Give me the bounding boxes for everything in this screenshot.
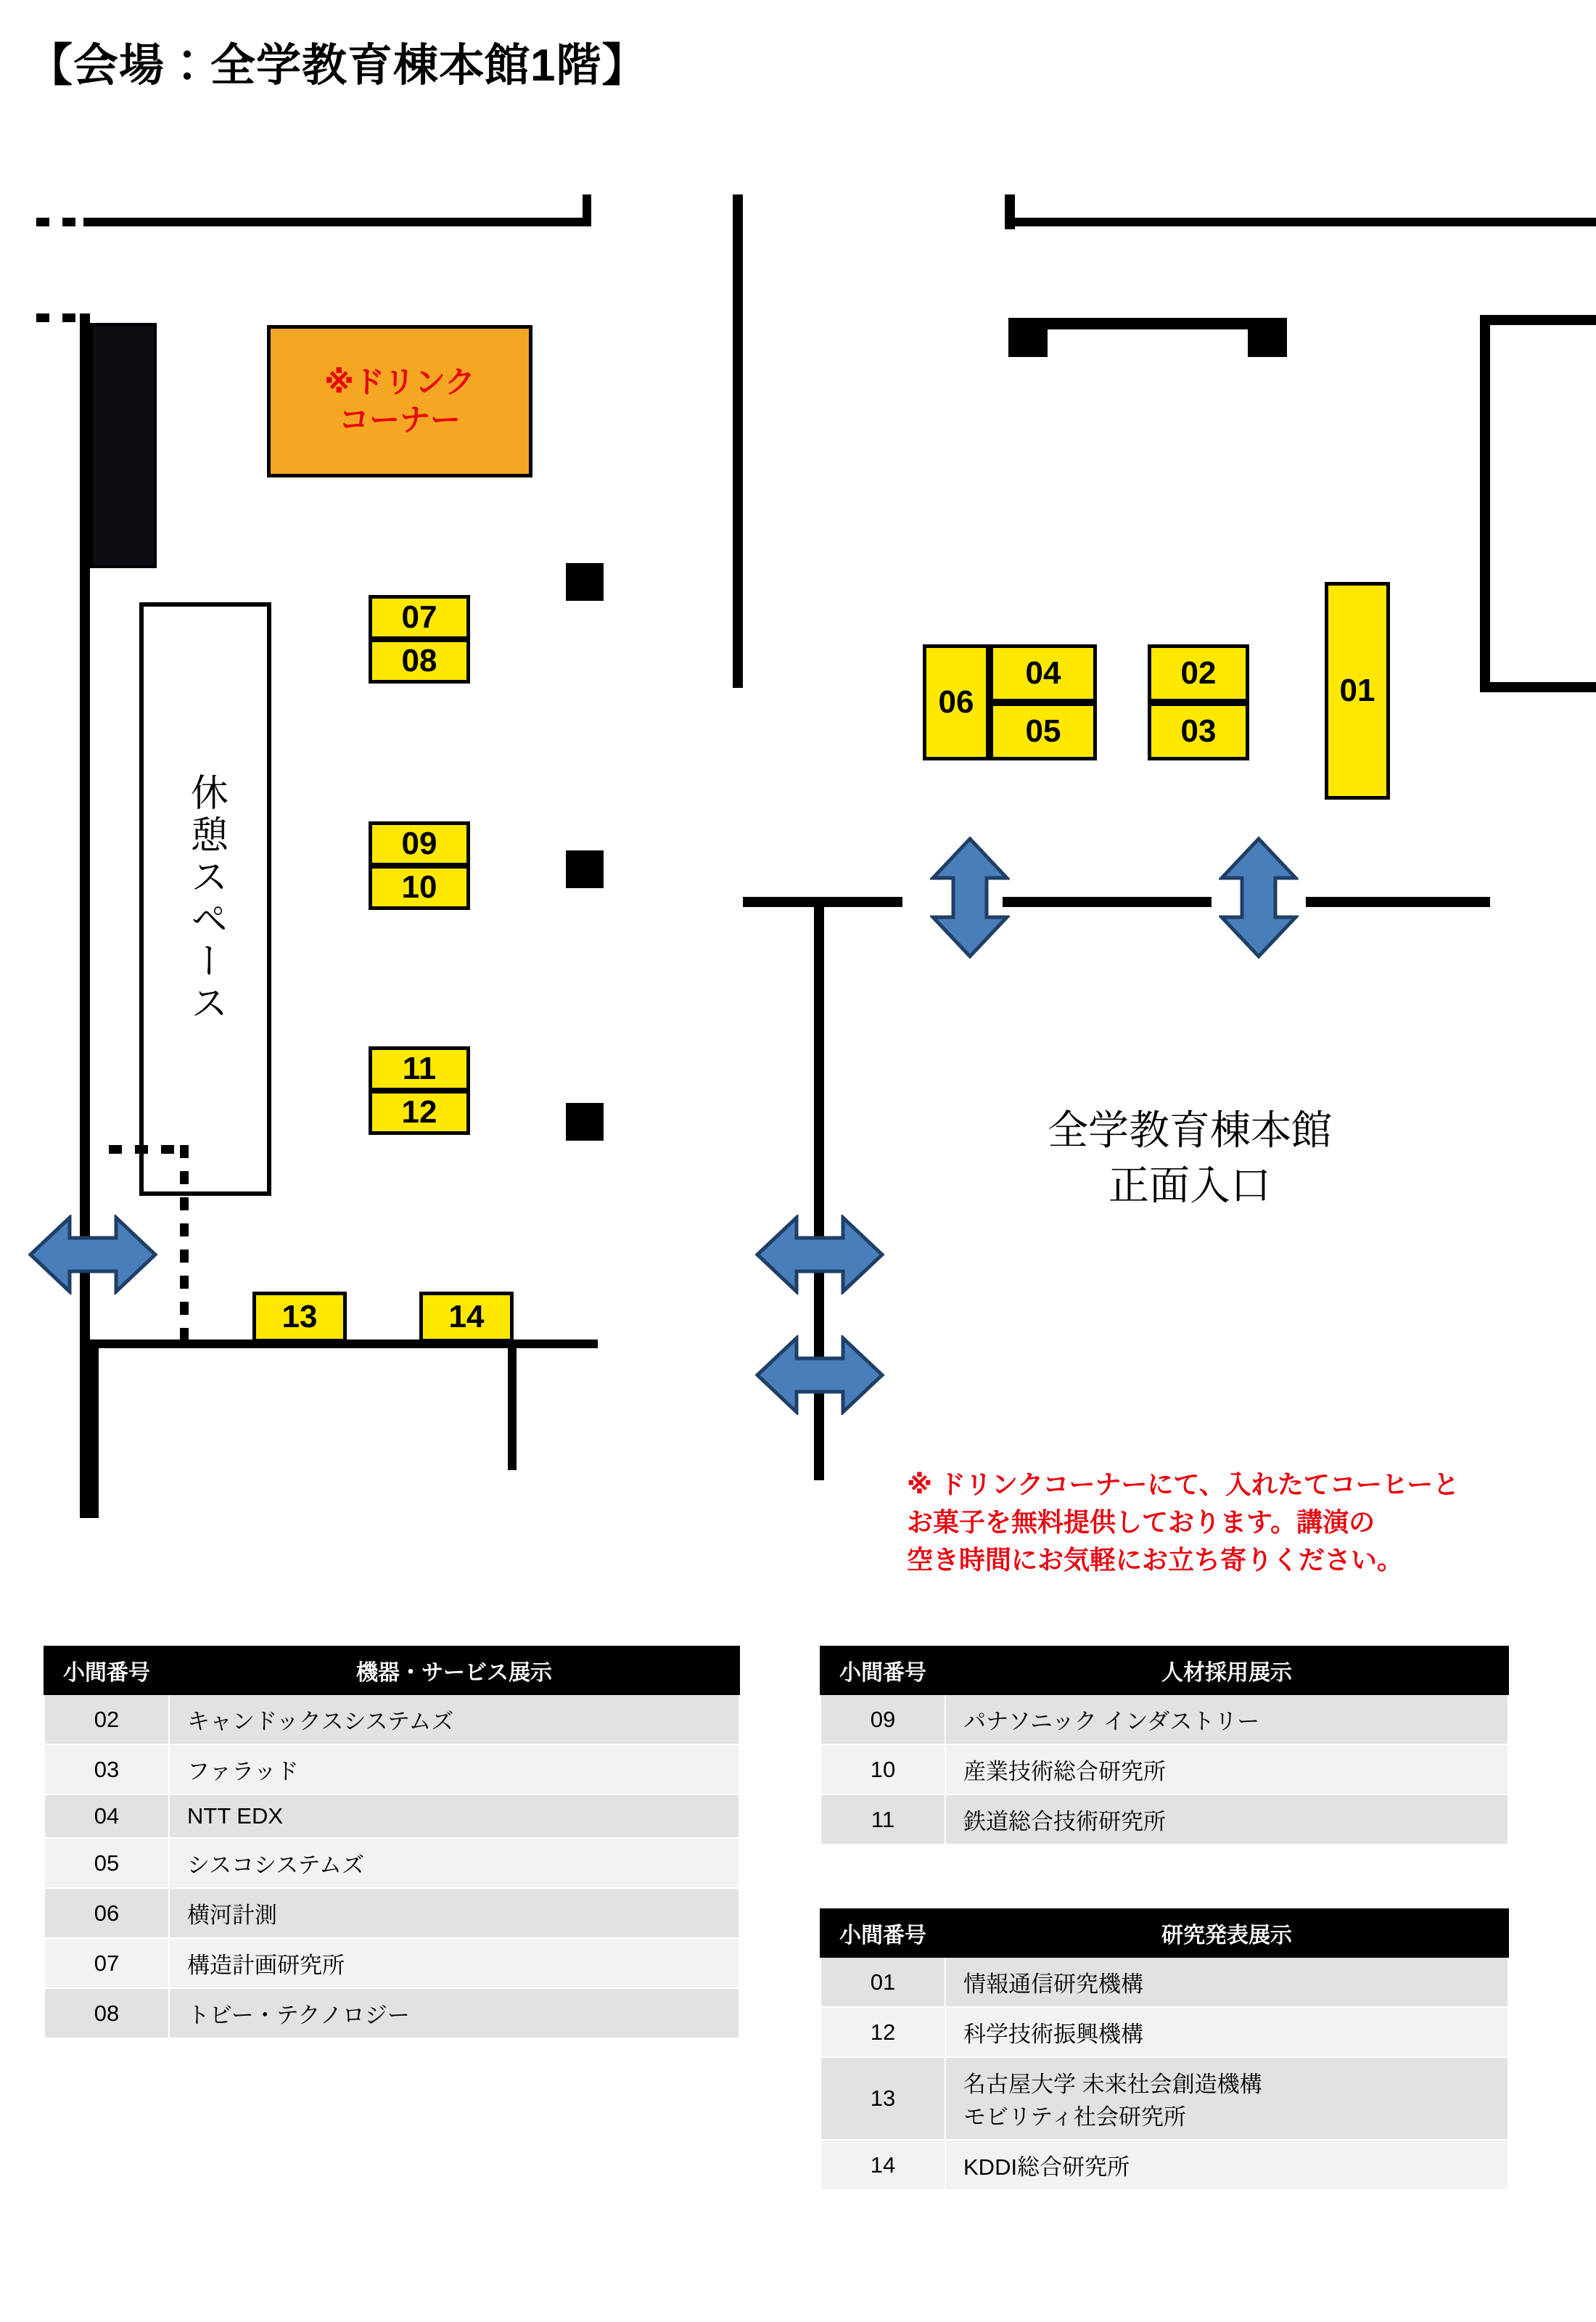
- drink-note-line2: お菓子を無料提供しております。講演の: [907, 1507, 1375, 1538]
- rest-space-area: [139, 602, 271, 1196]
- table-row: [820, 2057, 1508, 2140]
- table-row: [44, 1938, 739, 1988]
- passage-arrow-horizontal-mid-2: [754, 1335, 885, 1415]
- table-recruit-header-name: 人材採用展示: [945, 1646, 1508, 1694]
- wall-top-right: [1005, 218, 1596, 226]
- wall-right-inner-vert: [1480, 315, 1490, 692]
- table-equipment-header-num: 小間番号: [44, 1646, 169, 1694]
- wall-dotted-top-left: [36, 218, 80, 226]
- pillar-2: [566, 850, 604, 888]
- entrance-label: [987, 1103, 1393, 1213]
- booth-13[interactable]: 13: [252, 1292, 347, 1342]
- cell-num: 06: [44, 1888, 169, 1938]
- table-recruit: [820, 1646, 1509, 1845]
- table-recruit-header-num: 小間番号: [820, 1646, 945, 1694]
- floor-map: [0, 131, 1596, 1604]
- table-row: [44, 1794, 739, 1838]
- drink-corner-area: [267, 325, 532, 477]
- passage-arrow-horizontal-mid-1: [754, 1215, 885, 1295]
- booth-02[interactable]: 02: [1148, 644, 1249, 702]
- passage-arrow-horizontal-left: [28, 1215, 158, 1295]
- wall-right-beam: [1008, 318, 1287, 329]
- cell-num: 04: [44, 1794, 169, 1838]
- passage-arrow-vertical-1: [930, 836, 1010, 959]
- cell-num: 08: [44, 1988, 169, 2038]
- wall-bottom-left-vert: [508, 1340, 517, 1470]
- cell-name: KDDI総合研究所: [945, 2140, 1508, 2190]
- drink-note: [907, 1466, 1459, 1580]
- table-equipment-service: [44, 1646, 740, 2039]
- rest-space-label: 休憩スペース: [184, 773, 227, 1025]
- pillar-3: [566, 1103, 604, 1141]
- table-row: [820, 2140, 1508, 2190]
- cell-name: 産業技術総合研究所: [945, 1744, 1508, 1794]
- wall-dotted-partition-top: [109, 1145, 189, 1154]
- cell-name: 横河計測: [169, 1888, 739, 1938]
- entrance-label-line2: 正面入口: [1108, 1162, 1271, 1208]
- booth-11[interactable]: 11: [369, 1046, 470, 1091]
- cell-name: トビー・テクノロジー: [169, 1988, 739, 2038]
- table-row: [820, 2007, 1508, 2057]
- cell-num: 13: [820, 2057, 945, 2140]
- cell-num: 07: [44, 1938, 169, 1988]
- booth-05[interactable]: 05: [990, 702, 1097, 760]
- wall-dotted-partition-side: [180, 1145, 189, 1348]
- table-equipment-header-name: 機器・サービス展示: [169, 1646, 739, 1694]
- page-title: 【会場：全学教育棟本館1階】: [28, 41, 648, 91]
- booth-06[interactable]: 06: [923, 644, 990, 760]
- table-row: [44, 1888, 739, 1938]
- wall-top-left: [83, 218, 591, 226]
- cell-num: 02: [44, 1694, 169, 1744]
- cell-num: 12: [820, 2007, 945, 2057]
- cell-name: シスコシステムズ: [169, 1838, 739, 1888]
- cell-name-line2: モビリティ社会研究所: [963, 2104, 1186, 2130]
- wall-bottom-left: [90, 1340, 598, 1348]
- cell-name: [945, 2057, 1508, 2140]
- cell-num: 10: [820, 1744, 945, 1794]
- cell-name: ファラッド: [169, 1744, 739, 1794]
- wall-mid-right-h3: [1306, 897, 1490, 907]
- wall-left-outer: [80, 313, 90, 1518]
- drink-note-line1: ※ ドリンクコーナーにて、入れたてコーヒーと: [907, 1469, 1460, 1499]
- cell-name: パナソニック インダストリー: [945, 1694, 1508, 1744]
- table-row: [44, 1988, 739, 2038]
- booth-03[interactable]: 03: [1148, 702, 1249, 760]
- shutter-left: [90, 323, 157, 568]
- drink-note-line3: 空き時間にお気軽にお立ち寄りください。: [907, 1545, 1404, 1575]
- cell-num: 09: [820, 1694, 945, 1744]
- table-research-header-num: 小間番号: [820, 1909, 945, 1957]
- entrance-label-line1: 全学教育棟本館: [1048, 1107, 1332, 1153]
- table-row: [44, 1694, 739, 1744]
- cell-num: 03: [44, 1744, 169, 1794]
- wall-dotted-left: [36, 313, 80, 322]
- cell-num: 05: [44, 1838, 169, 1888]
- booth-08[interactable]: 08: [369, 639, 470, 684]
- wall-center-vertical: [733, 194, 743, 688]
- cell-name: NTT EDX: [169, 1794, 739, 1838]
- cell-name: 構造計画研究所: [169, 1938, 739, 1988]
- wall-right-top: [1480, 315, 1596, 325]
- drink-corner-line1: ※ドリンク: [324, 364, 475, 399]
- cell-num: 01: [820, 1957, 945, 2007]
- cell-name: 科学技術振興機構: [945, 2007, 1508, 2057]
- cell-num: 11: [820, 1794, 945, 1845]
- cell-name: キャンドックスシステムズ: [169, 1694, 739, 1744]
- booth-04[interactable]: 04: [990, 644, 1097, 702]
- table-row: [820, 1744, 1508, 1794]
- wall-top-left-end: [583, 194, 591, 226]
- booth-07[interactable]: 07: [369, 595, 470, 640]
- passage-arrow-vertical-2: [1219, 836, 1299, 959]
- booth-12[interactable]: 12: [369, 1090, 470, 1135]
- table-research: [820, 1908, 1509, 2191]
- table-row: [820, 1957, 1508, 2007]
- cell-name: 鉄道総合技術研究所: [945, 1794, 1508, 1845]
- cell-name: 情報通信研究機構: [945, 1957, 1508, 2007]
- booth-01[interactable]: 01: [1325, 582, 1390, 800]
- drink-corner-line2: コーナー: [338, 403, 461, 437]
- wall-right-bottom: [1480, 682, 1596, 692]
- table-row: [820, 1694, 1508, 1744]
- cell-num: 14: [820, 2140, 945, 2190]
- table-research-header-name: 研究発表展示: [945, 1909, 1508, 1957]
- table-row: [820, 1794, 1508, 1845]
- cell-name-line1: 名古屋大学 未来社会創造機構: [963, 2072, 1262, 2097]
- table-row: [44, 1838, 739, 1888]
- wall-left-bottom-vert: [90, 1340, 99, 1518]
- booth-14[interactable]: 14: [419, 1292, 514, 1342]
- booth-09[interactable]: 09: [369, 821, 470, 866]
- table-row: [44, 1744, 739, 1794]
- pillar-1: [566, 563, 604, 601]
- booth-10[interactable]: 10: [369, 865, 470, 910]
- wall-mid-right-h2: [1003, 897, 1212, 907]
